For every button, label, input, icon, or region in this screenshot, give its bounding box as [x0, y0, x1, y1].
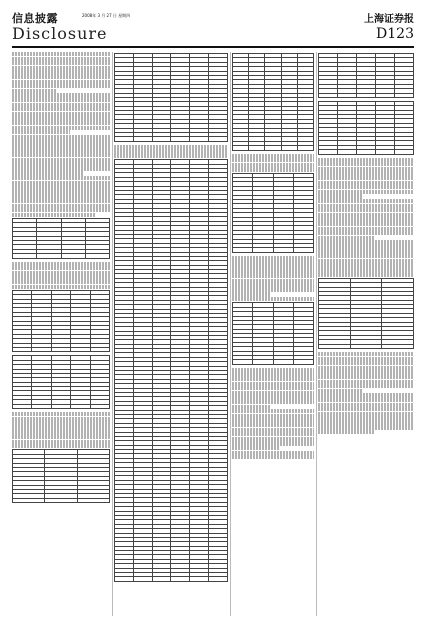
table-cell [319, 150, 338, 154]
text-line [318, 430, 375, 434]
table-row [13, 498, 110, 502]
data-table [318, 278, 414, 349]
column-divider [230, 52, 231, 616]
table-cell [13, 347, 32, 351]
data-table [232, 53, 314, 151]
table-cell [209, 137, 228, 141]
table-cell [90, 404, 109, 408]
table-cell [32, 404, 51, 408]
data-table [12, 218, 110, 259]
table-row [319, 344, 414, 348]
table-row [13, 404, 110, 408]
table-cell [13, 254, 37, 258]
table-row [13, 347, 110, 351]
table-cell [253, 248, 273, 252]
table-cell [190, 577, 209, 581]
text-line [12, 213, 95, 217]
table-row [115, 577, 228, 581]
table-cell [350, 344, 382, 348]
table-cell [338, 93, 357, 97]
table-row [233, 146, 314, 150]
table-cell [319, 344, 351, 348]
table-cell [71, 347, 90, 351]
page-number: D123 [376, 26, 414, 42]
body-text-block [232, 368, 314, 460]
table-cell [133, 577, 152, 581]
body-text-block [114, 145, 228, 158]
table-cell [171, 137, 190, 141]
text-line [12, 285, 110, 289]
table-cell [265, 146, 281, 150]
issue-date: 2008年 3 月 27 日 星期四 [82, 13, 131, 18]
data-table [232, 302, 314, 364]
masthead [12, 10, 414, 48]
column-2 [114, 52, 228, 616]
table-cell [395, 150, 414, 154]
data-table [114, 159, 228, 582]
table-cell [376, 93, 395, 97]
data-table [232, 173, 314, 253]
table-cell [281, 146, 297, 150]
table-cell [319, 93, 338, 97]
table-cell [190, 137, 209, 141]
table-row [319, 150, 414, 154]
table-row [13, 254, 110, 258]
table-cell [45, 498, 77, 502]
table-row [233, 360, 314, 364]
table-cell [395, 93, 414, 97]
column-4 [318, 52, 414, 616]
data-table [12, 449, 110, 503]
table-cell [13, 498, 45, 502]
table-cell [338, 150, 357, 154]
data-table [318, 101, 414, 155]
data-table [318, 53, 414, 98]
body-text-block [12, 262, 110, 289]
text-line [12, 444, 110, 448]
table-cell [357, 93, 376, 97]
table-cell [233, 248, 253, 252]
table-cell [382, 344, 414, 348]
section-title-cn: 信息披露 [12, 12, 58, 25]
table-cell [90, 347, 109, 351]
text-line [232, 167, 314, 171]
column-divider [112, 52, 113, 616]
table-cell [233, 360, 253, 364]
table-cell [77, 498, 109, 502]
table-row [233, 248, 314, 252]
body-text-block [12, 412, 110, 448]
table-cell [32, 347, 51, 351]
table-cell [293, 248, 313, 252]
table-cell [13, 404, 32, 408]
text-line [232, 297, 314, 301]
text-line [232, 455, 314, 459]
column-divider [316, 52, 317, 616]
table-cell [357, 150, 376, 154]
section-title-en: Disclosure [12, 24, 108, 43]
table-cell [273, 360, 293, 364]
table-cell [253, 360, 273, 364]
table-cell [115, 577, 134, 581]
table-cell [61, 254, 85, 258]
column-3 [232, 52, 314, 616]
table-row [319, 93, 414, 97]
table-cell [209, 577, 228, 581]
table-cell [171, 577, 190, 581]
table-cell [233, 146, 249, 150]
table-cell [376, 150, 395, 154]
table-cell [152, 137, 171, 141]
table-cell [85, 254, 109, 258]
table-cell [71, 404, 90, 408]
table-cell [51, 347, 70, 351]
data-table [12, 290, 110, 352]
data-table [12, 355, 110, 409]
column-1 [12, 52, 110, 616]
table-cell [152, 577, 171, 581]
table-row [115, 137, 228, 141]
body-text-block [232, 154, 314, 172]
table-cell [51, 404, 70, 408]
data-table [114, 53, 228, 142]
body-text-block [12, 52, 110, 217]
table-cell [249, 146, 265, 150]
masthead-rule [12, 46, 414, 48]
table-cell [297, 146, 313, 150]
newspaper-name: 上海证券报 [364, 14, 414, 25]
table-cell [293, 360, 313, 364]
body-text-block [232, 256, 314, 302]
table-cell [37, 254, 61, 258]
body-text-block [318, 158, 414, 277]
table-cell [273, 248, 293, 252]
text-line [114, 154, 228, 158]
table-cell [133, 137, 152, 141]
body-text-block [318, 352, 414, 434]
table-cell [115, 137, 134, 141]
text-line [318, 272, 414, 276]
